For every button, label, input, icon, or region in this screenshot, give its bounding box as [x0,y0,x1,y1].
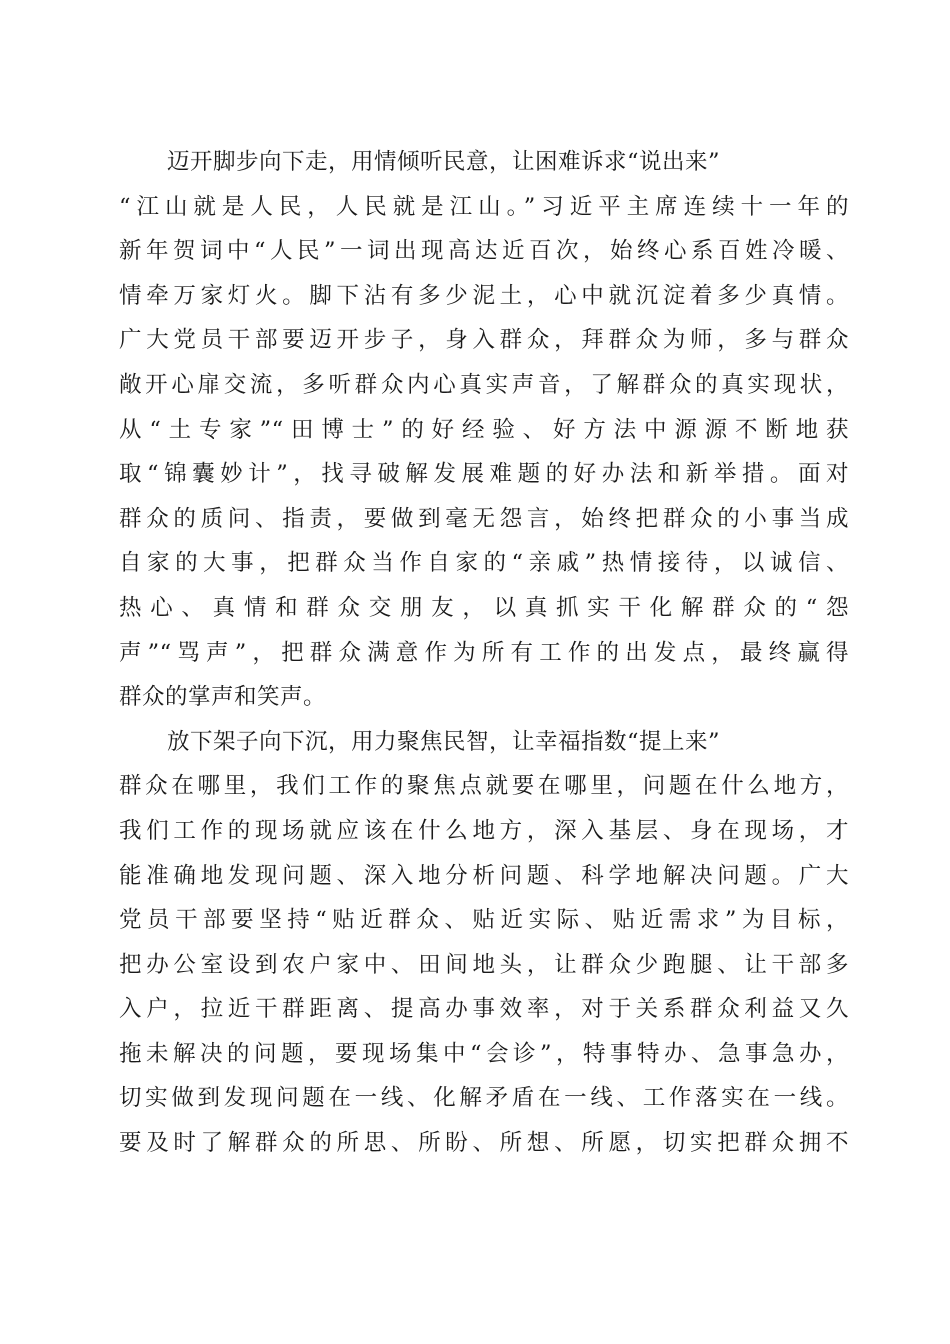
text-line: 广大党员干部要迈开步子，身入群众，拜群众为师，多与群众 [119,327,849,354]
text-line: 拖未解决的问题，要现场集中“会诊”，特事特办、急事急办， [119,1040,849,1067]
text-line: 从“土专家”“田博士”的好经验、好方法中源源不断地获 [119,416,849,443]
text-line: 群众的质问、指责，要做到毫无怨言，始终把群众的小事当成 [119,505,849,532]
text-line: 热心、真情和群众交朋友，以真抓实干化解群众的“怨 [119,594,849,621]
paragraph-1-heading: 迈开脚步向下走，用情倾听民意，让困难诉求“说出来” [167,149,721,175]
text-line: 入户，拉近干群距离、提高办事效率，对于关系群众利益又久 [119,996,849,1023]
text-line: 把办公室设到农户家中、田间地头，让群众少跑腿、让干部多 [119,951,849,978]
text-line: 自家的大事，把群众当作自家的“亲戚”热情接待，以诚信、 [119,550,849,577]
text-line: 新年贺词中“人民”一词出现高达近百次，始终心系百姓冷暖、 [119,238,849,265]
text-line: “江山就是人民，人民就是江山。”习近平主席连续十一年的 [119,193,849,220]
text-line: 能准确地发现问题、深入地分析问题、科学地解决问题。广大 [119,862,849,889]
text-line: 敞开心扉交流，多听群众内心真实声音，了解群众的真实现状， [119,371,849,398]
text-line: 要及时了解群众的所思、所盼、所想、所愿，切实把群众拥不 [119,1130,849,1157]
text-line: 党员干部要坚持“贴近群众、贴近实际、贴近需求”为目标， [119,907,849,934]
text-line: 切实做到发现问题在一线、化解矛盾在一线、工作落实在一线。 [119,1085,849,1112]
text-line: 群众的掌声和笑声。 [119,684,327,711]
text-line: 情牵万家灯火。脚下沾有多少泥土，心中就沉淀着多少真情。 [119,282,849,309]
text-line: 声”“骂声”，把群众满意作为所有工作的出发点，最终赢得 [119,639,849,666]
text-line: 群众在哪里，我们工作的聚焦点就要在哪里，问题在什么地方， [119,773,849,800]
text-line: 取“锦囊妙计”，找寻破解发展难题的好办法和新举措。面对 [119,461,849,488]
body-text [119,140,849,1166]
paragraph-2-heading: 放下架子向下沉，用力聚焦民智，让幸福指数“提上来” [167,728,721,755]
text-line: 我们工作的现场就应该在什么地方，深入基层、身在现场，才 [119,817,849,844]
